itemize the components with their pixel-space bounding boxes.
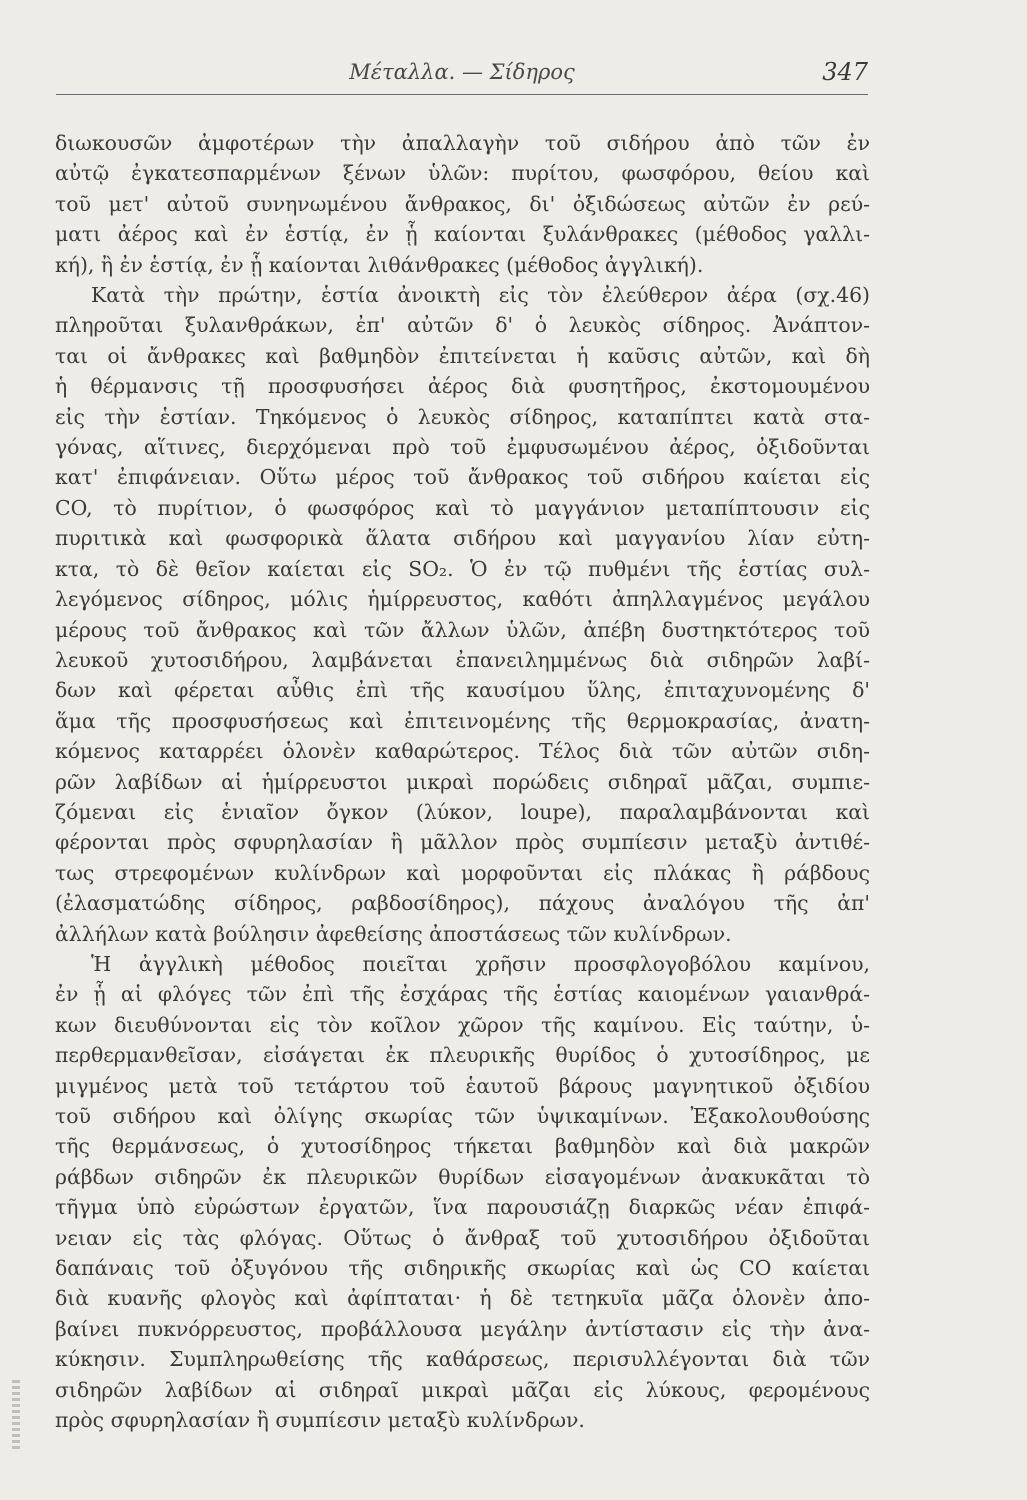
text-line: (ἐλασματώδης σίδηρος, ραβδοσίδηρος), πάχους ἀναλόγου τῆς ἀπ' <box>55 891 870 916</box>
text-line: ται οἱ ἄνθρακες καὶ βαθμηδὸν ἐπιτείνεται ἡ καῦσις αὐτῶν, καὶ δὴ <box>55 343 870 368</box>
text-line: ζόμεναι εἰς ἑνιαῖον ὄγκον (λύκον, loupe), παραλαμβάνονται καὶ <box>55 799 870 824</box>
text-line: σιδηρῶν λαβίδων αἱ σιδηραῖ μικραὶ μᾶζαι εἰς λύκους, φερομένους <box>55 1377 870 1402</box>
text-line: πληροῦται ξυλανθράκων, ἐπ' αὐτῶν δ' ὁ λευκὸς σίδηρος. Ἀνάπτον- <box>55 313 870 338</box>
text-line: κύκησιν. Συμπληρωθείσης τῆς καθάρσεως, περισυλλέγονται διὰ τῶν <box>55 1347 870 1372</box>
text-line: ἅμα τῆς προσφυσήσεως καὶ ἐπιτεινομένης τῆς θερμοκρασίας, ἀνατη- <box>55 708 870 733</box>
running-title: Μέταλλα. — Σίδηρος <box>349 60 575 84</box>
text-line: κόμενος καταρρέει ὁλονὲν καθαρώτερος. Τέλος διὰ τῶν αὐτῶν σιδη- <box>55 739 870 764</box>
text-line: πυριτικὰ καὶ φωσφορικὰ ἅλατα σιδήρου καὶ μαγγανίου λίαν εὐτη- <box>55 526 870 551</box>
text-line: ἀλλήλων κατὰ βούλησιν ἀφεθείσης ἀποστάσεως τῶν κυλίνδρων. <box>55 921 732 946</box>
text-line: λεγόμενος σίδηρος, μόλις ἡμίρρευστος, καθότι ἀπηλλαγμένος μεγάλου <box>55 587 870 612</box>
text-line: ρῶν λαβίδων αἱ ἡμίρρευστοι μικραὶ πορώδεις σιδηραῖ μᾶζαι, συμπιε- <box>55 769 870 794</box>
body-text <box>55 128 870 1435</box>
text-line: Κατὰ τὴν πρώτην, ἑστία ἀνοικτὴ εἰς τὸν ἐλεύθερον ἀέρα (σχ.46) <box>91 283 870 308</box>
binding-edge-mark <box>12 1380 20 1450</box>
text-line: ἡ θέρμανσις τῇ προσφυσήσει ἀέρος διὰ φυσητῆρος, ἐκστομουμένου <box>55 374 870 399</box>
text-line: αὐτῷ ἐγκατεσπαρμένων ξένων ὑλῶν: πυρίτου, φωσφόρου, θείου καὶ <box>55 161 870 186</box>
text-line: τῆς θερμάνσεως, ὁ χυτοσίδηρος τήκεται βαθμηδὸν καὶ διὰ μακρῶν <box>55 1134 870 1159</box>
text-line: εἰς τὴν ἑστίαν. Τηκόμενος ὁ λευκὸς σίδηρος, καταπίπτει κατὰ στα- <box>55 404 870 429</box>
text-line: κων διευθύνονται εἰς τὸν κοῖλον χῶρον τῆς καμίνου. Εἰς ταύτην, ὑ- <box>55 1012 870 1037</box>
text-line: Ἡ ἀγγλικὴ μέθοδος ποιεῖται χρῆσιν προσφλογοβόλου καμίνου, <box>91 951 870 976</box>
text-line: διὰ κυανῆς φλογὸς καὶ ἀφίπταται· ἡ δὲ τετηκυῖα μᾶζα ὁλονὲν ἀπο- <box>55 1286 870 1311</box>
text-line: ἐν ᾗ αἱ φλόγες τῶν ἐπὶ τῆς ἐσχάρας τῆς ἑστίας καιομένων γαιανθρά- <box>55 982 870 1007</box>
text-line: μέρους τοῦ ἄνθρακος καὶ τῶν ἄλλων ὑλῶν, ἀπέβη δυστηκτότερος τοῦ <box>55 617 870 642</box>
text-line: γόνας, αἵτινες, διερχόμεναι πρὸ τοῦ ἐμφυσωμένου ἀέρος, ὀξιδοῦνται <box>55 435 870 460</box>
text-line: βαίνει πυκνόρρευστος, προβάλλουσα μεγάλην ἀντίστασιν εἰς τὴν ἀνα- <box>55 1316 870 1341</box>
text-line: νειαν εἰς τὰς φλόγας. Οὕτως ὁ ἄνθραξ τοῦ χυτοσιδήρου ὀξιδοῦται <box>55 1225 870 1250</box>
text-line: τῆγμα ὑπὸ εὐρώστων ἐργατῶν, ἵνα παρουσιάζῃ διαρκῶς νέαν ἐπιφά- <box>55 1195 870 1220</box>
page-header <box>56 58 868 95</box>
text-line: ματι ἀέρος καὶ ἐν ἑστίᾳ, ἐν ᾗ καίονται ξυλάνθρακες (μέθοδος γαλλι- <box>55 222 870 247</box>
text-line: κή), ἢ ἐν ἑστίᾳ, ἐν ᾗ καίονται λιθάνθρακες (μέθοδος ἀγγλική). <box>55 252 704 277</box>
text-line: περθερμανθεῖσαν, εἰσάγεται ἐκ πλευρικῆς θυρίδος ὁ χυτοσίδηρος, με <box>55 1043 870 1068</box>
text-line: τως στρεφομένων κυλίνδρων καὶ μορφοῦνται εἰς πλάκας ἢ ράβδους <box>55 860 870 885</box>
text-line: τοῦ σιδήρου καὶ ὀλίγης σκωρίας τῶν ὑψικαμίνων. Ἐξακολουθούσης <box>55 1104 870 1128</box>
text-line: τοῦ μετ' αὐτοῦ συνηνωμένου ἄνθρακος, δι' ὀξιδώσεως αὐτῶν ἐν ρεύ- <box>55 191 870 216</box>
page-number: 347 <box>822 58 868 86</box>
text-line: δαπάναις τοῦ ὀξυγόνου τῆς σιδηρικῆς σκωρίας καὶ ὡς CO καίεται <box>55 1256 870 1281</box>
text-line: CO, τὸ πυρίτιον, ὁ φωσφόρος καὶ τὸ μαγγάνιον μεταπίπτουσιν εἰς <box>55 495 870 520</box>
text-line: διωκουσῶν ἀμφοτέρων τὴν ἀπαλλαγὴν τοῦ σιδήρου ἀπὸ τῶν ἐν <box>55 131 870 155</box>
text-line: κατ' ἐπιφάνειαν. Οὕτω μέρος τοῦ ἄνθρακος τοῦ σιδήρου καίεται εἰς <box>55 465 870 490</box>
text-line: φέρονται πρὸς σφυρηλασίαν ἢ μᾶλλον πρὸς συμπίεσιν μεταξὺ ἀντιθέ- <box>55 830 870 855</box>
text-line: πρὸς σφυρηλασίαν ἢ συμπίεσιν μεταξὺ κυλίνδρων. <box>55 1408 585 1433</box>
text-line: ράβδων σιδηρῶν ἐκ πλευρικῶν θυρίδων εἰσαγομένων ἀνακυκᾶται τὸ <box>55 1164 870 1189</box>
text-line: μιγμένος μετὰ τοῦ τετάρτου τοῦ ἑαυτοῦ βάρους μαγνητικοῦ ὀξιδίου <box>55 1073 870 1098</box>
text-line: κτα, τὸ δὲ θεῖον καίεται εἰς SO₂. Ὁ ἐν τῷ πυθμένι τῆς ἑστίας συλ- <box>55 556 870 581</box>
text-line: δων καὶ φέρεται αὖθις ἐπὶ τῆς καυσίμου ὕλης, ἐπιταχυνομένης δ' <box>55 678 870 703</box>
text-line: λευκοῦ χυτοσιδήρου, λαμβάνεται ἐπανειλημμένως διὰ σιδηρῶν λαβί- <box>55 647 870 672</box>
